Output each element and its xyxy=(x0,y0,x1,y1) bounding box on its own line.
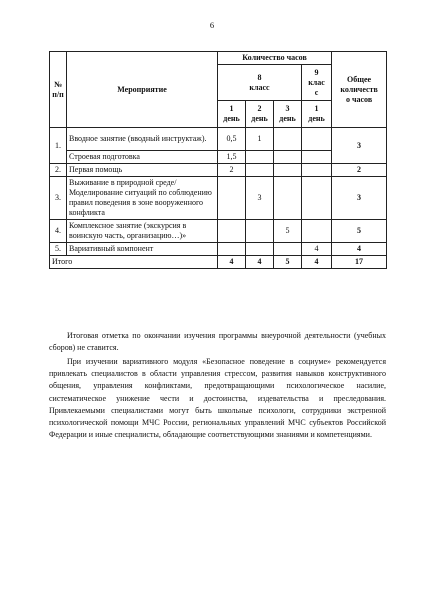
row-day1 xyxy=(218,220,246,243)
totals-day1: 4 xyxy=(218,256,246,269)
paragraph-variative-module: При изучении вариативного модуля «Безопасное поведение в социуме» рекомендуется привлекать специалистов в области управления стрессом, развития навыков конструктивного общения, управления конфликтами, предотвращающими психологическое насилие, систематическое унижение чести и достоинства, издевательства и преследования. Привлекаемыми специалистами могут быть школьные психологи, сотрудники экстренной психологической помощи МЧС России, региональных управлений МЧС субъектов Российской Федерации и иные специалисты, обладающие соответствующими знаниями и компетенциями. xyxy=(49,357,386,440)
header-row-1 xyxy=(50,52,387,65)
row-event: Строевая подготовка xyxy=(67,151,218,164)
row-day1: 1,5 xyxy=(218,151,246,164)
row-day9 xyxy=(302,177,332,220)
row-day2: 1 xyxy=(246,128,274,151)
row-day9 xyxy=(302,128,332,151)
row-total: 3 xyxy=(332,128,387,164)
row-event: Вариативный компонент xyxy=(67,243,218,256)
header-day: 2 день xyxy=(246,101,274,128)
totals-day2: 4 xyxy=(246,256,274,269)
row-day1: 2 xyxy=(218,164,246,177)
header-day: 3 день xyxy=(274,101,302,128)
header-hours: Количество часов xyxy=(218,52,332,65)
row-day3: 5 xyxy=(274,220,302,243)
header-total: Общее количеств о часов xyxy=(332,52,387,128)
row-day3 xyxy=(274,128,302,151)
header-grade8: 8 класс xyxy=(218,65,302,101)
row-day9: 4 xyxy=(302,243,332,256)
row-total: 2 xyxy=(332,164,387,177)
paragraph-assessment: Итоговая отметка по окончании изучения программы внеурочной деятельности (учебных сборов) не ставится. xyxy=(49,331,386,353)
row-event: Вводное занятие (вводный инструктаж). xyxy=(67,128,218,151)
row-day1 xyxy=(218,177,246,220)
header-event: Мероприятие xyxy=(67,52,218,128)
row-day9 xyxy=(302,220,332,243)
row-num: 3. xyxy=(50,177,67,220)
row-total: 3 xyxy=(332,177,387,220)
header-num: № п/п xyxy=(50,52,67,128)
totals-label: Итого xyxy=(50,256,218,269)
row-day1 xyxy=(218,243,246,256)
row-num: 5. xyxy=(50,243,67,256)
page-number: 6 xyxy=(209,20,215,30)
hours-table xyxy=(49,51,387,269)
row-day2: 3 xyxy=(246,177,274,220)
table-row xyxy=(50,243,387,256)
table-row xyxy=(50,164,387,177)
totals-total: 17 xyxy=(332,256,387,269)
row-day9 xyxy=(302,151,332,164)
totals-row xyxy=(50,256,387,269)
row-event: Первая помощь xyxy=(67,164,218,177)
totals-day3: 5 xyxy=(274,256,302,269)
table-row xyxy=(50,128,387,151)
row-total: 5 xyxy=(332,220,387,243)
row-day3 xyxy=(274,151,302,164)
row-day2 xyxy=(246,164,274,177)
row-num: 4. xyxy=(50,220,67,243)
row-event: Комплексное занятие (экскурсия в воинскую часть, организацию…)» xyxy=(67,220,218,243)
header-day: 1 день xyxy=(302,101,332,128)
header-grade9: 9 клас с xyxy=(302,65,332,101)
totals-day9: 4 xyxy=(302,256,332,269)
row-day2 xyxy=(246,243,274,256)
row-day2 xyxy=(246,220,274,243)
header-day: 1 день xyxy=(218,101,246,128)
row-day2 xyxy=(246,151,274,164)
row-total: 4 xyxy=(332,243,387,256)
row-day3 xyxy=(274,164,302,177)
row-num: 2. xyxy=(50,164,67,177)
row-day9 xyxy=(302,164,332,177)
row-day1: 0,5 xyxy=(218,128,246,151)
row-event: Выживание в природной среде/Моделирование ситуаций по соблюдению правил поведения в зоне вооруженного конфликта xyxy=(67,177,218,220)
row-day3 xyxy=(274,243,302,256)
row-num: 1. xyxy=(50,128,67,164)
row-day3 xyxy=(274,177,302,220)
table-row xyxy=(50,220,387,243)
table-row xyxy=(50,177,387,220)
